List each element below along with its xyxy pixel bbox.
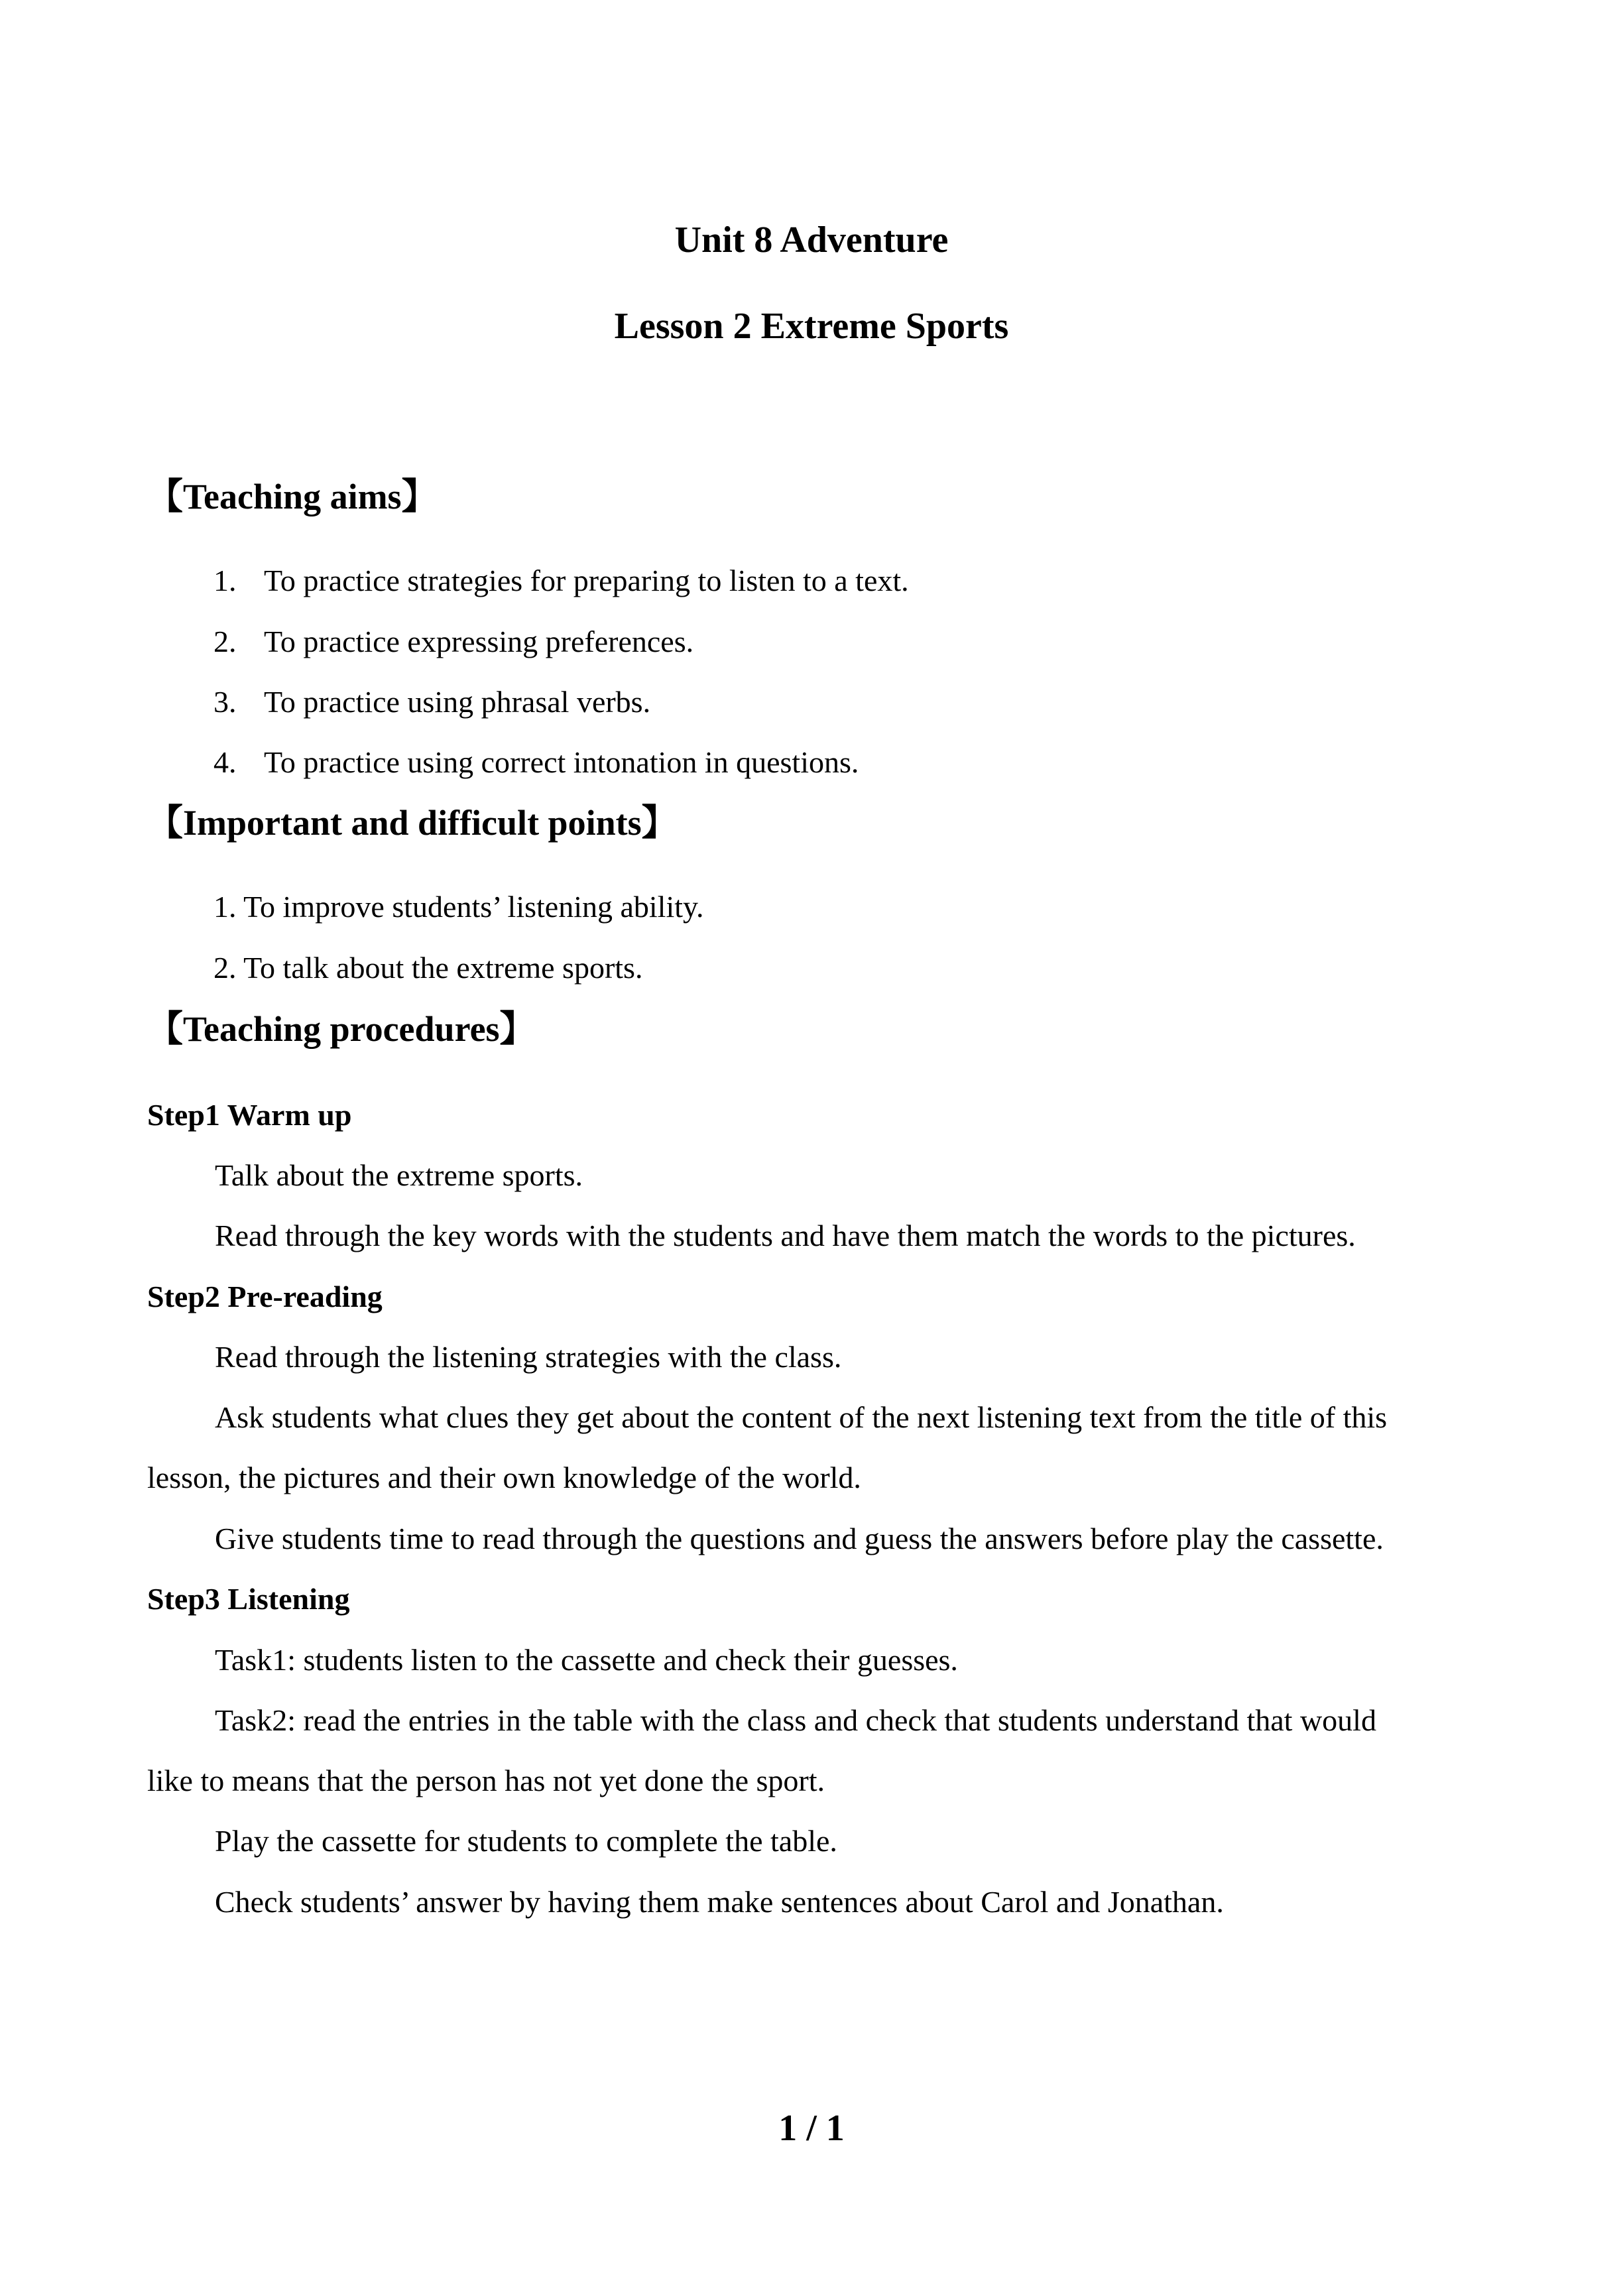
list-item-text: To practice using correct intonation in questions. [264, 745, 859, 779]
lesson-title: Lesson 2 Extreme Sports [614, 306, 1009, 347]
step-title: Step3 Listening [147, 1582, 350, 1616]
point-item: 1. To improve students’ listening ability. [213, 890, 704, 924]
list-item-number: 1. [213, 564, 237, 597]
step-paragraph: Talk about the extreme sports. [215, 1158, 583, 1192]
step-paragraph-continuation: lesson, the pictures and their own knowledge of the world. [147, 1461, 861, 1494]
step-paragraph: Check students’ answer by having them make sentences about Carol and Jonathan. [215, 1885, 1224, 1919]
step-paragraph: Task2: read the entries in the table with the class and check that students understand that would [215, 1703, 1376, 1737]
list-item-text: To practice strategies for preparing to listen to a text. [264, 564, 909, 597]
step-paragraph: Play the cassette for students to complete the table. [215, 1824, 837, 1858]
unit-title: Unit 8 Adventure [674, 219, 949, 261]
list-item-text: To practice expressing preferences. [264, 625, 694, 658]
page-number: 1 / 1 [778, 2108, 845, 2149]
step-paragraph: Read through the key words with the students and have them match the words to the pictures. [215, 1219, 1356, 1252]
list-item-text: To practice using phrasal verbs. [264, 685, 651, 719]
step-title: Step2 Pre-reading [147, 1280, 383, 1313]
important-points-heading: 【Important and difficult points】 [147, 803, 678, 843]
step-paragraph: Give students time to read through the questions and guess the answers before play the cassette. [215, 1522, 1384, 1555]
step-paragraph: Ask students what clues they get about the content of the next listening text from the title of this [215, 1400, 1388, 1434]
step-title: Step1 Warm up [147, 1098, 352, 1132]
step-paragraph: Task1: students listen to the cassette and check their guesses. [215, 1643, 958, 1677]
step-paragraph-continuation: like to means that the person has not yet done the sport. [147, 1764, 825, 1797]
list-item-number: 3. [213, 685, 237, 719]
teaching-procedures-heading: 【Teaching procedures】 [147, 1009, 536, 1049]
teaching-aims-heading: 【Teaching aims】 [147, 477, 438, 516]
step-paragraph: Read through the listening strategies with the class. [215, 1340, 842, 1374]
list-item-number: 4. [213, 745, 237, 779]
list-item-number: 2. [213, 625, 237, 658]
point-item: 2. To talk about the extreme sports. [213, 951, 643, 985]
